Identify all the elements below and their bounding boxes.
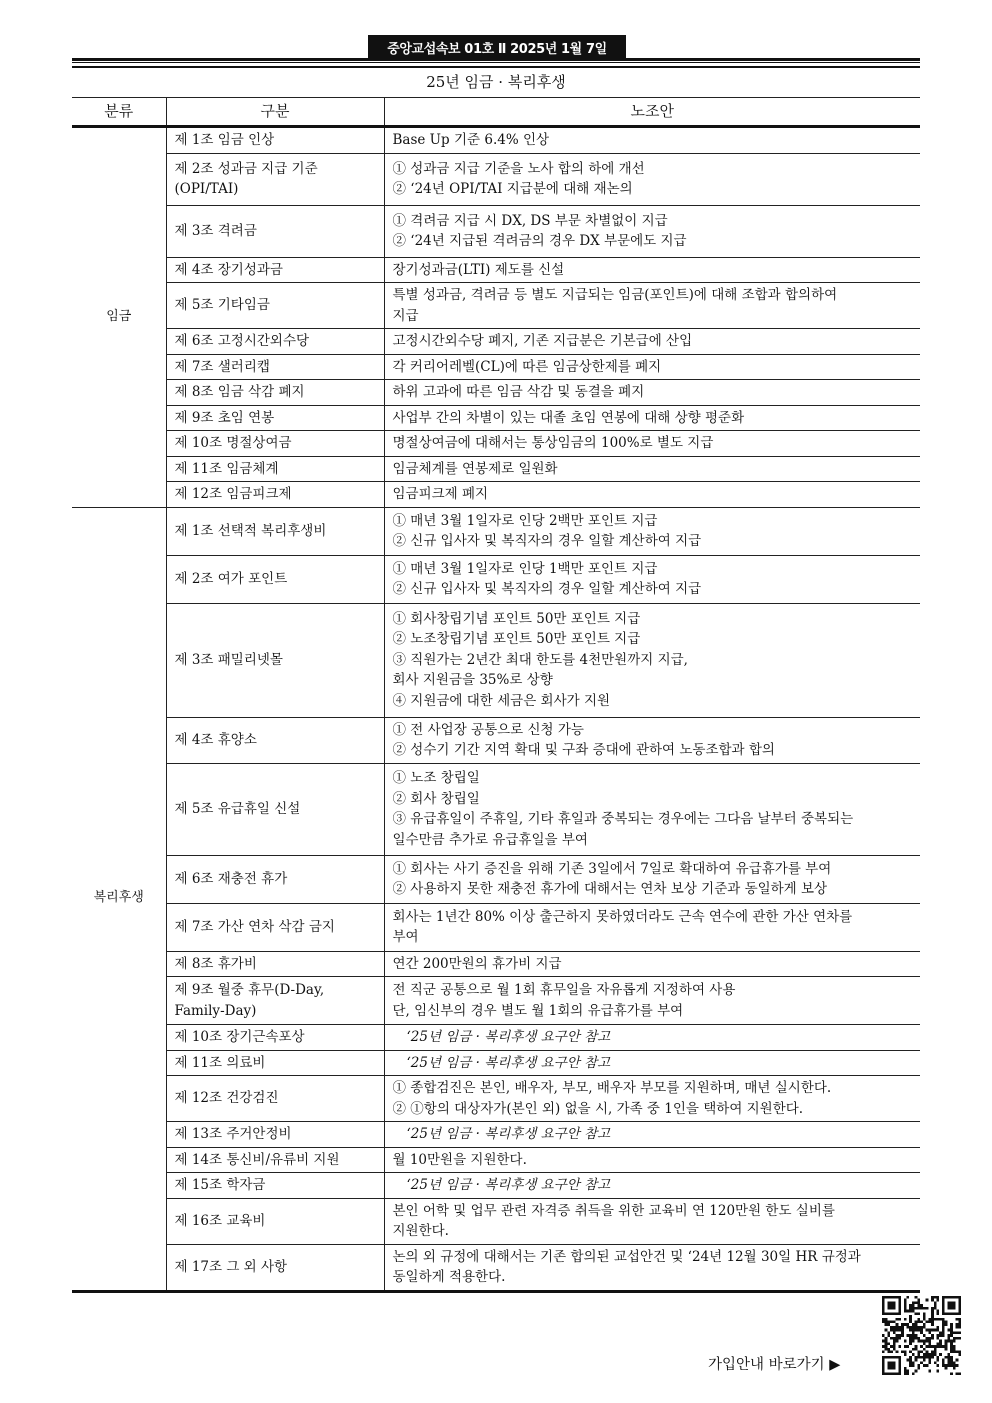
proposal-line: ② 성수기 기간 지역 확대 및 구좌 증대에 관하여 노동조합과 합의: [392, 742, 775, 758]
table-row: [72, 603, 920, 717]
proposal-line: 논의 외 규정에 대해서는 기존 합의된 교섭안건 및 ‘24년 12월 30일 HR 규정과: [392, 1248, 861, 1265]
proposal-line: ② 노조창립기념 포인트 50만 포인트 지급: [392, 631, 641, 648]
join-guide-link[interactable]: 가입안내 바로가기 ▶: [708, 1357, 841, 1373]
proposal-line: 전 직군 공통으로 월 1회 휴무일을 자유롭게 지정하여 사용: [392, 982, 736, 998]
proposal-cell: [384, 1050, 920, 1076]
table-row: [72, 205, 920, 257]
item-cell: 제 4조 장기성과금: [166, 257, 384, 283]
proposal-line: 각 커리어레벨(CL)에 따른 임금상한제를 폐지: [392, 358, 662, 375]
table-row: [72, 482, 920, 508]
proposal-line: ③ 유급휴일이 주휴일, 기타 휴일과 중복되는 경우에는 그다음 날부터 중복되는: [392, 811, 854, 827]
proposal-line: 연간 200만원의 휴가비 지급: [392, 955, 562, 972]
proposal-line: ① 노조 창립일: [392, 770, 480, 786]
proposal-line: 부여: [392, 929, 419, 945]
item-cell: 제 12조 임금피크제: [166, 482, 384, 508]
proposal-line: ① 종합검진은 본인, 배우자, 부모, 배우자 부모를 지원하며, 매년 실시한다.: [392, 1080, 832, 1096]
proposal-cell: [384, 763, 920, 855]
table-row: [72, 855, 920, 903]
proposal-line: ② 신규 입사자 및 복직자의 경우 일할 계산하여 지급: [392, 533, 702, 549]
category-cell-wage: 임금: [72, 127, 166, 508]
item-cell: 제 2조 성과금 지급 기준(OPI/TAI): [166, 153, 384, 205]
item-cell: 제 1조 선택적 복리후생비: [166, 507, 384, 555]
proposal-line: ② ‘24년 OPI/TAI 지급분에 대해 재논의: [392, 181, 633, 197]
proposal-line: ‘25년 임금 · 복리후생 요구안 참고: [406, 1126, 611, 1142]
table-row: [72, 1244, 920, 1291]
table-row: [72, 1025, 920, 1051]
proposal-cell: [384, 717, 920, 763]
proposal-line: 일수만큼 추가로 유급휴일을 부여: [392, 831, 588, 848]
proposal-line: ④ 지원금에 대한 세금은 회사가 지원: [392, 692, 611, 709]
proposal-cell: [384, 257, 920, 283]
proposal-cell: [384, 1173, 920, 1199]
proposal-cell: [384, 855, 920, 903]
proposal-cell: [384, 1244, 920, 1291]
item-cell: 제 9조 초임 연봉: [166, 405, 384, 431]
proposal-cell: [384, 405, 920, 431]
proposal-line: 임금체계를 연봉제로 일원화: [392, 460, 558, 477]
proposal-cell: [384, 1076, 920, 1122]
table-row: [72, 456, 920, 482]
item-cell: 제 11조 임금체계: [166, 456, 384, 482]
proposal-line: ① 회사창립기념 포인트 50만 포인트 지급: [392, 610, 641, 627]
item-cell: 제 12조 건강검진: [166, 1076, 384, 1122]
proposal-line: 고정시간외수당 폐지, 기존 지급분은 기본급에 산입: [392, 333, 693, 349]
proposal-line: 본인 어학 및 업무 관련 자격증 취득을 위한 교육비 연 120만원 한도 실비를: [392, 1202, 835, 1219]
table-row: [72, 283, 920, 329]
item-cell: 제 13조 주거안정비: [166, 1122, 384, 1148]
proposal-line: 임금피크제 폐지: [392, 486, 489, 502]
proposal-cell: [384, 329, 920, 355]
proposal-line: ② 사용하지 못한 재충전 휴가에 대해서는 연차 보상 기준과 동일하게 보상: [392, 881, 828, 897]
item-cell: 제 15조 학자금: [166, 1173, 384, 1199]
proposal-line: 단, 임신부의 경우 별도 월 1회의 유급휴가를 부여: [392, 1002, 684, 1019]
proposal-cell: [384, 555, 920, 603]
proposal-line: 회사 지원금을 35%로 상향: [392, 672, 553, 689]
table-row: [72, 329, 920, 355]
item-cell: 제 8조 휴가비: [166, 951, 384, 977]
proposal-line: ① 회사는 사기 증진을 위해 기존 3일에서 7일로 확대하여 유급휴가를 부여: [392, 860, 832, 877]
proposal-line: 특별 성과금, 격려금 등 별도 지급되는 임금(포인트)에 대해 조합과 합의하여: [392, 287, 838, 303]
proposal-line: 장기성과금(LTI) 제도를 신설: [392, 261, 565, 278]
proposal-cell: [384, 903, 920, 951]
item-cell: 제 7조 샐러리캡: [166, 354, 384, 380]
proposal-line: ① 전 사업장 공통으로 신청 가능: [392, 721, 584, 738]
proposal-cell: [384, 153, 920, 205]
proposal-line: ‘25년 임금 · 복리후생 요구안 참고: [406, 1029, 611, 1045]
item-cell: 제 3조 격려금: [166, 205, 384, 257]
item-cell: 제 10조 장기근속포상: [166, 1025, 384, 1051]
proposal-line: ① 격려금 지급 시 DX, DS 부문 차별없이 지급: [392, 212, 668, 229]
proposal-cell: [384, 431, 920, 457]
table-row: [72, 1173, 920, 1199]
table-row: [72, 1050, 920, 1076]
table-row: [72, 405, 920, 431]
item-cell: 제 5조 기타임금: [166, 283, 384, 329]
item-cell: 제 10조 명절상여금: [166, 431, 384, 457]
proposal-cell: [384, 1122, 920, 1148]
proposal-table: [72, 66, 920, 1293]
proposal-cell: [384, 507, 920, 555]
proposal-line: ① 성과금 지급 기준을 노사 합의 하에 개선: [392, 160, 645, 177]
header-rule-thin: [72, 62, 920, 63]
table-row: [72, 763, 920, 855]
proposal-cell: [384, 951, 920, 977]
proposal-line: ① 매년 3월 1일자로 인당 2백만 포인트 지급: [392, 512, 658, 529]
item-cell: 제 14조 통신비/유류비 지원: [166, 1147, 384, 1173]
proposal-line: 명절상여금에 대해서는 통상임금의 100%로 별도 지급: [392, 435, 714, 451]
table-row: [72, 903, 920, 951]
proposal-line: ② ①항의 대상자가(본인 외) 없을 시, 가족 중 1인을 택하여 지원한다.: [392, 1100, 804, 1117]
proposal-line: 하위 고과에 따른 임금 삭감 및 동결을 폐지: [392, 384, 645, 400]
category-cell-welfare: 복리후생: [72, 507, 166, 1291]
item-cell: 제 3조 패밀리넷몰: [166, 603, 384, 717]
item-cell: 제 6조 재충전 휴가: [166, 855, 384, 903]
column-header-item: 구분: [166, 98, 384, 127]
table-row: [72, 1122, 920, 1148]
table-row: [72, 507, 920, 555]
proposal-line: 지원한다.: [392, 1223, 449, 1239]
proposal-cell: [384, 1147, 920, 1173]
table-row: [72, 555, 920, 603]
table-title: 25년 임금 · 복리후생: [72, 67, 920, 98]
proposal-cell: [384, 354, 920, 380]
table-row: [72, 977, 920, 1025]
proposal-line: 회사는 1년간 80% 이상 출근하지 못하였더라도 근속 연수에 관한 가산 연차를: [392, 908, 853, 925]
table-row: [72, 153, 920, 205]
item-cell: 제 2조 여가 포인트: [166, 555, 384, 603]
table-row: [72, 1076, 920, 1122]
table-row: [72, 1198, 920, 1244]
table-row: [72, 127, 920, 154]
table-row: [72, 257, 920, 283]
item-cell: 제 7조 가산 연차 삭감 금지: [166, 903, 384, 951]
item-cell: 제 4조 휴양소: [166, 717, 384, 763]
qr-code-icon[interactable]: [882, 1296, 961, 1375]
proposal-cell: [384, 1198, 920, 1244]
item-cell: 제 1조 임금 인상: [166, 127, 384, 154]
table-row: [72, 354, 920, 380]
proposal-cell: [384, 1025, 920, 1051]
proposal-cell: [384, 127, 920, 154]
bulletin-header: 중앙교섭속보 01호 Ⅱ 2025년 1월 7일: [368, 35, 626, 59]
proposal-cell: [384, 205, 920, 257]
proposal-line: 지급: [392, 307, 419, 324]
proposal-line: ② ‘24년 지급된 격려금의 경우 DX 부문에도 지급: [392, 233, 687, 249]
proposal-cell: [384, 482, 920, 508]
item-cell: 제 6조 고정시간외수당: [166, 329, 384, 355]
table-row: [72, 1147, 920, 1173]
proposal-line: ‘25년 임금 · 복리후생 요구안 참고: [406, 1054, 611, 1071]
item-cell: 제 17조 그 외 사항: [166, 1244, 384, 1291]
proposal-line: ‘25년 임금 · 복리후생 요구안 참고: [406, 1177, 611, 1193]
item-cell: 제 16조 교육비: [166, 1198, 384, 1244]
header-rule: [72, 58, 920, 61]
proposal-cell: [384, 456, 920, 482]
proposal-cell: [384, 977, 920, 1025]
proposal-line: ② 신규 입사자 및 복직자의 경우 일할 계산하여 지급: [392, 581, 702, 597]
table-row: [72, 431, 920, 457]
item-cell: 제 5조 유급휴일 신설: [166, 763, 384, 855]
proposal-line: Base Up 기준 6.4% 인상: [392, 132, 550, 148]
item-cell: 제 8조 임금 삭감 폐지: [166, 380, 384, 406]
proposal-line: ② 회사 창립일: [392, 790, 480, 807]
proposal-line: 사업부 간의 차별이 있는 대졸 초임 연봉에 대해 상향 평준화: [392, 409, 745, 426]
proposal-line: ① 매년 3월 1일자로 인당 1백만 포인트 지급: [392, 560, 658, 577]
proposal-cell: [384, 283, 920, 329]
table-body: [72, 127, 920, 1292]
column-header-proposal: 노조안: [384, 98, 920, 127]
proposal-line: ③ 직원가는 2년간 최대 한도를 4천만원까지 지급,: [392, 651, 688, 668]
proposal-cell: [384, 603, 920, 717]
proposal-line: 동일하게 적용한다.: [392, 1269, 506, 1285]
table-row: [72, 951, 920, 977]
table-row: [72, 380, 920, 406]
table-row: [72, 717, 920, 763]
item-cell: 제 9조 월중 휴무(D-Day, Family-Day): [166, 977, 384, 1025]
column-header-category: 분류: [72, 98, 166, 127]
proposal-cell: [384, 380, 920, 406]
item-cell: 제 11조 의료비: [166, 1050, 384, 1076]
proposal-line: 월 10만원을 지원한다.: [392, 1151, 527, 1168]
